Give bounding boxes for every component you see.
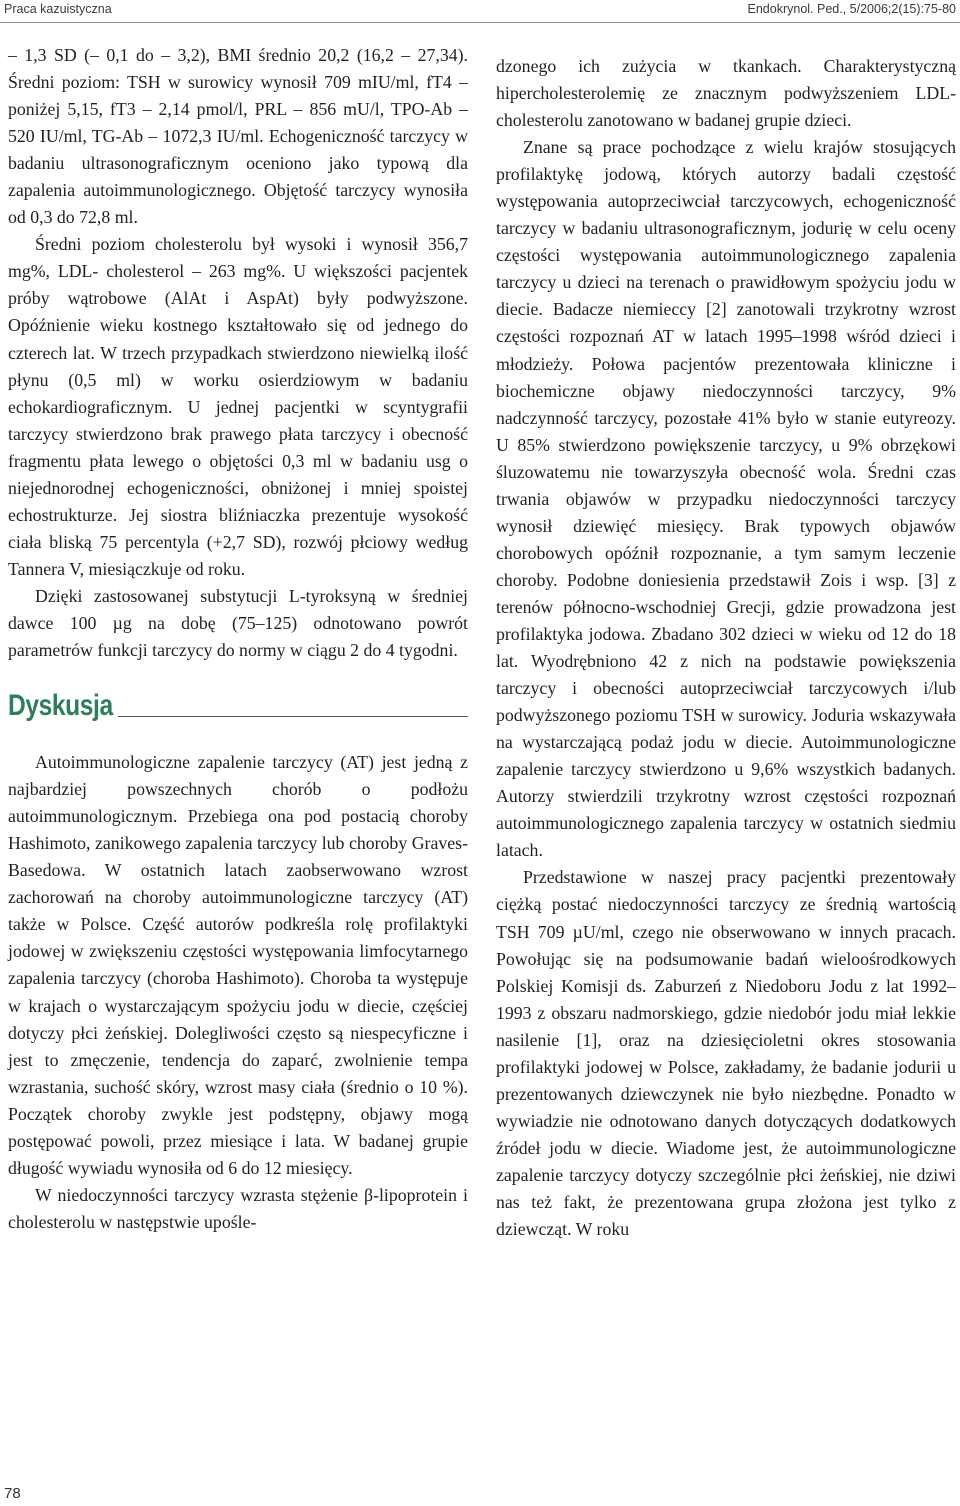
discussion-paragraph-1: Autoimmunologiczne zapalenie tarczycy (AT) jest jedną z najbardziej powszechnych chorób o podłożu autoimmunologicznym. Przebiega ona pod postacią choroby Hashimoto, zanikowego zapalenia tarczycy lub choroby Graves-Basedowa. W ostatnich latach zaobserwowano wzrost zachorowań na choroby autoimmunologiczne tarczycy (AT) także w Polsce. Część autorów podkreśla rolę profilaktyki jodowej w zwiększeniu częstości występowania limfocytarnego zapalenia tarczycy (choroba Hashimoto). Choroba ta występuje w krajach o wystarczającym spożyciu jodu w diecie, częściej dotyczy płci żeńskiej. Dolegliwości często są niespecyficzne i jest to zmęczenie, tendencja do zaparć, zwolnienie tempa wzrastania, suchość skóry, wzrost masy ciała (średnio o 10 %). Początek choroby zwykle jest podstępny, objawy mogą postępować powoli, przez miesiące i lata. W badanej grupie długość wywiadu wynosiła od 6 do 12 miesięcy. xyxy=(8,752,468,1178)
discussion-paragraph-3: dzonego ich zużycia w tkankach. Charakterystyczną hipercholesterolemię ze znacznym podwyższeniem LDL-cholesterolu zanotowano w badanej grupie dzieci. xyxy=(496,56,956,131)
left-column xyxy=(8,42,468,1236)
right-column xyxy=(496,53,956,1243)
header-divider xyxy=(0,22,960,23)
header-citation: Endokrynol. Ped., 5/2006;2(15):75-80 xyxy=(747,2,956,16)
discussion-paragraph-2: W niedoczynności tarczycy wzrasta stężenie β-lipoprotein i cholesterolu w następstwie upośle- xyxy=(8,1184,468,1232)
running-header xyxy=(0,0,960,22)
results-paragraph-1: – 1,3 SD (– 0,1 do – 3,2), BMI średnio 20,2 (16,2 – 27,34). Średni poziom: TSH w surowicy wynosił 709 mIU/ml, fT4 – poniżej 5,15, fT3 – 2,14 pmol/l, PRL – 856 mU/l, TPO-Ab – 520 IU/ml, TG-Ab – 1072,3 IU/ml. Echogeniczność tarczycy w badaniu ultrasonograficznym oceniono jako typową dla zapalenia autoimmunologicznego. Objętość tarczycy wynosiła od 0,3 do 72,8 ml. xyxy=(8,45,468,228)
header-section-label: Praca kazuistyczna xyxy=(4,2,112,16)
section-title: Dyskusja xyxy=(8,686,118,726)
results-paragraph-2: Średni poziom cholesterolu był wysoki i wynosił 356,7 mg%, LDL- cholesterol – 263 mg%. U większości pacjentek próby wątrobowe (AlAt i AspAt) były podwyższone. Opóźnienie wieku kostnego kształtowało się od jednego do czterech lat. W trzech przypadkach stwierdzono niewielką ilość płynu (0,5 ml) w worku osierdziowym w badaniu echokardiograficznym. U jednej pacjentki w scyntygrafii tarczycy stwierdzono brak prawego płata tarczycy i obecność fragmentu płata lewego o objętości 0,3 ml w badaniu usg o niejednorodnej echogeniczności, obniżonej i mniej spoistej echostrukturze. Jej siostra bliźniaczka prezentuje wysokość ciała bliską 75 percentyla (+2,7 SD), rozwój płciowy według Tannera V, miesiączkuje od roku. xyxy=(8,234,468,579)
section-heading-rule xyxy=(104,716,468,717)
results-paragraph-3: Dzięki zastosowanej substytucji L-tyroksyną w średniej dawce 100 µg na dobę (75–125) odnotowano powrót parametrów funkcji tarczycy do normy w ciągu 2 do 4 tygodni. xyxy=(8,585,468,661)
page-number: 78 xyxy=(4,1485,21,1502)
discussion-paragraph-4: Znane są prace pochodzące z wielu krajów stosujących profilaktykę jodową, których autorzy badali częstość występowania autoprzeciwciał tarczycowych, echogeniczność tarczycy w badaniu ultrasonograficznym, jodurię w celu oceny częstości występowania autoimmunologicznego zapalenia tarczycy u dzieci na terenach o prawidłowym spożyciu jodu w diecie. Badacze niemieccy [2] zanotowali trzykrotny wzrost częstości rozpoznań AT w latach 1995–1998 wśród dzieci i młodzieży. Połowa pacjentów prezentowała kliniczne i biochemiczne objawy niedoczynności tarczycy, 9% nadczynność tarczycy, pozostałe 41% było w stanie eutyreozy. U 85% stwierdzono powiększenie tarczycy, u 9% obrzękowi śluzowatemu nie towarzyszyła obecność wola. Średni czas trwania objawów w przypadku niedoczynności tarczycy wynosił dziewięć miesięcy. Brak typowych objawów chorobowych opóźnił rozpoznanie, a tym samym leczenie choroby. Podobne doniesienia przedstawił Zois i wsp. [3] z terenów północno-wschodniej Grecji, gdzie prowadzona jest profilaktyka jodowa. Zbadano 302 dzieci w wieku od 12 do 18 lat. Wyodrębniono 42 z nich na podstawie powiększenia tarczycy i obecności autoprzeciwciał tarczycowych i/lub podwyższonego poziomu TSH w surowicy. Joduria wskazywała na wystarczającą podaż jodu w diecie. Autoimmunologiczne zapalenie tarczycy stwierdzono u 9,6% wszystkich badanych. Autorzy stwierdzili trzykrotny wzrost częstości rozpoznań autoimmunologicznego zapalenia tarczycy w ostatnich siedmiu latach. xyxy=(496,137,956,861)
discussion-paragraph-5: Przedstawione w naszej pracy pacjentki prezentowały ciężką postać niedoczynności tarczycy ze średnią wartością TSH 709 µU/ml, czego nie obserwowano w innych pracach. Powołując się na podsumowanie badań wieloośrodkowych Polskiej Komisji ds. Zaburzeń z Niedoboru Jodu z lat 1992–1993 z obszaru nadmorskiego, gdzie niedobór jodu miał lekkie nasilenie [1], oraz na dziesięcioletni okres stosowania profilaktyki jodowej w Polsce, zakładamy, że badanie jodurii u prezentowanych dziewczynek nie było niezbędne. Ponadto w wywiadzie nie odnotowano danych dotyczących dodatkowych źródeł jodu w diecie. Wiadome jest, że autoimmunologiczne zapalenie tarczycy dotyczy szczególnie płci żeńskiej, nie dziwi nas też fakt, że prezentowana grupa złożona jest tylko z dziewcząt. W roku xyxy=(496,867,956,1240)
section-heading xyxy=(8,686,468,726)
